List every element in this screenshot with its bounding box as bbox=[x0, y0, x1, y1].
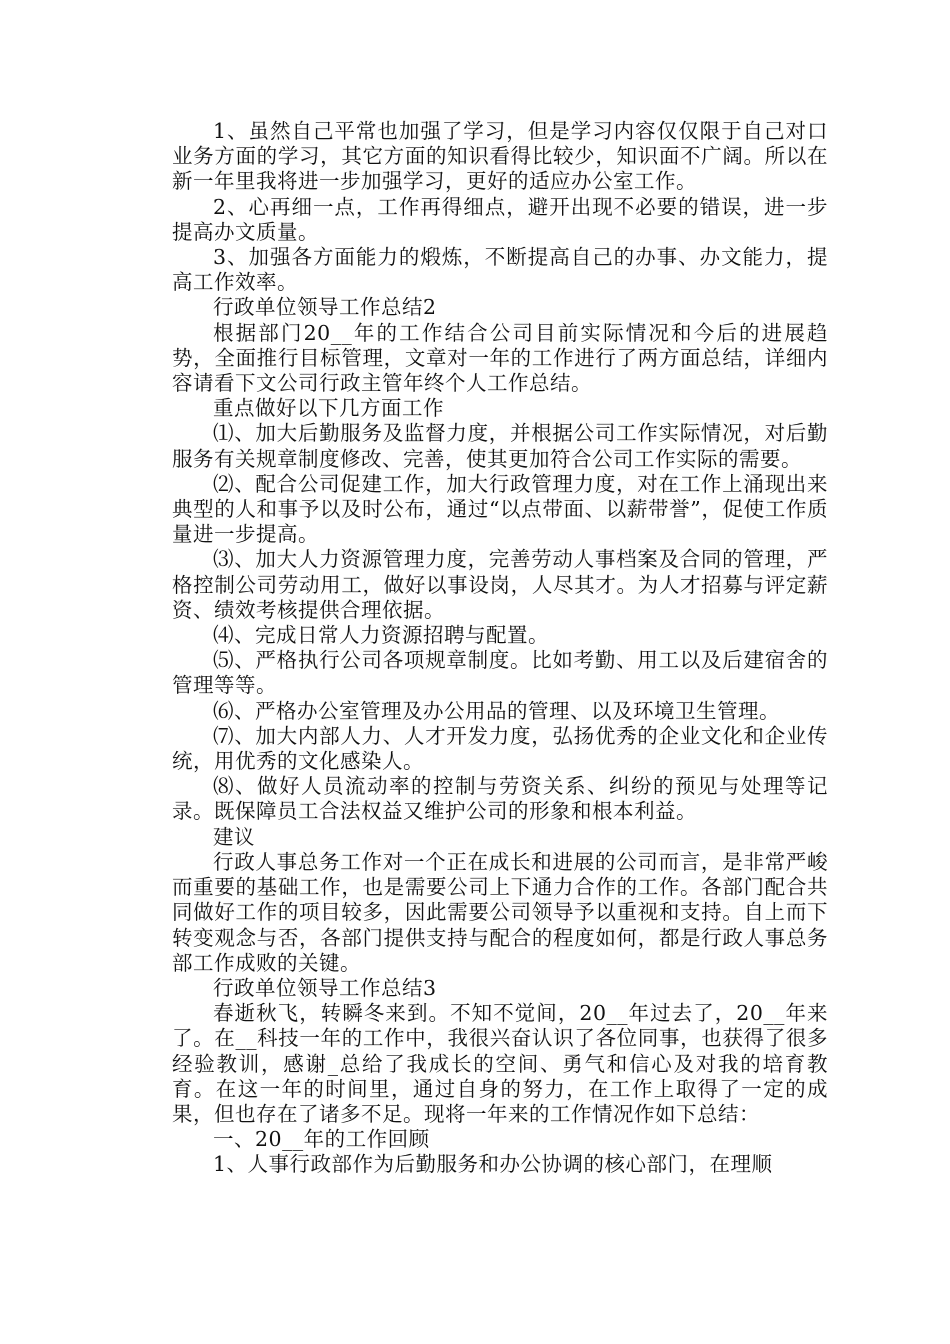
list-item: ⑶、加大人力资源管理力度，完善劳动人事档案及合同的管理，严格控制公司劳动用工，做好以事设岗，人尽其才。为人才招募与评定薪资、绩效考核提供合理依据。 bbox=[172, 547, 828, 622]
paragraph: 根据部门20__年的工作结合公司目前实际情况和今后的进展趋势，全面推行目标管理，文章对一年的工作进行了两方面总结，详细内容请看下文公司行政主管年终个人工作总结。 bbox=[172, 320, 828, 396]
section-heading: 重点做好以下几方面工作 bbox=[213, 396, 444, 421]
list-item: ⑴、加大后勤服务及监督力度，并根据公司工作实际情况，对后勤服务有关规章制度修改、完善，使其更加符合公司工作实际的需要。 bbox=[172, 421, 828, 471]
list-item: ⑺、加大内部人力、人才开发力度，弘扬优秀的企业文化和企业传统，用优秀的文化感染人。 bbox=[172, 723, 828, 774]
section-heading: 一、20__年的工作回顾 bbox=[213, 1127, 430, 1152]
paragraph: 1、虽然自己平常也加强了学习，但是学习内容仅仅限于自己对口业务方面的学习，其它方面的知识看得比较少，知识面不广阔。所以在新一年里我将进一步加强学习，更好的适应办公室工作。 bbox=[172, 119, 828, 194]
section-heading: 行政单位领导工作总结3 bbox=[213, 975, 437, 1000]
paragraph: 2、心再细一点，工作再得细点，避开出现不必要的错误，进一步提高办文质量。 bbox=[172, 194, 828, 244]
document-body bbox=[172, 119, 828, 1178]
paragraph: 3、加强各方面能力的煅炼，不断提高自己的办事、办文能力，提高工作效率。 bbox=[172, 245, 828, 295]
list-item: ⑹、严格办公室管理及办公用品的管理、以及环境卫生管理。 bbox=[213, 698, 780, 723]
paragraph: 行政人事总务工作对一个正在成长和进展的公司而言，是非常严峻而重要的基础工作，也是需要公司上下通力合作的工作。各部门配合共同做好工作的项目较多，因此需要公司领导予以重视和支持。自上而下转变观念与否，各部门提供支持与配合的程度如何，都是行政人事总务部工作成败的关键。 bbox=[172, 849, 828, 975]
list-item: ⑻、做好人员流动率的控制与劳资关系、纠纷的预见与处理等记录。既保障员工合法权益又维护公司的形象和根本利益。 bbox=[172, 774, 828, 824]
paragraph: 春逝秋飞，转瞬冬来到。不知不觉间，20__年过去了，20__年来了。在__科技一年的工作中，我很兴奋认识了各位同事，也获得了很多经验教训，感谢_总给了我成长的空间、勇气和信心及对我的培育教育。在这一年的时间里，通过自身的努力，在工作上取得了一定的成果，但也存在了诸多不足。现将一年来的工作情况作如下总结： bbox=[172, 1001, 828, 1126]
paragraph: 1、人事行政部作为后勤服务和办公协调的核心部门，在理顺 bbox=[213, 1152, 773, 1177]
list-item: ⑵、配合公司促建工作，加大行政管理力度，对在工作上涌现出来典型的人和事予以及时公布，通过“以点带面、以薪带誉”，促使工作质量进一步提高。 bbox=[172, 471, 828, 547]
list-item: ⑷、完成日常人力资源招聘与配置。 bbox=[213, 623, 549, 648]
section-heading: 建议 bbox=[213, 824, 255, 849]
section-heading: 行政单位领导工作总结2 bbox=[213, 295, 437, 320]
list-item: ⑸、严格执行公司各项规章制度。比如考勤、用工以及后建宿舍的管理等等。 bbox=[172, 648, 828, 698]
